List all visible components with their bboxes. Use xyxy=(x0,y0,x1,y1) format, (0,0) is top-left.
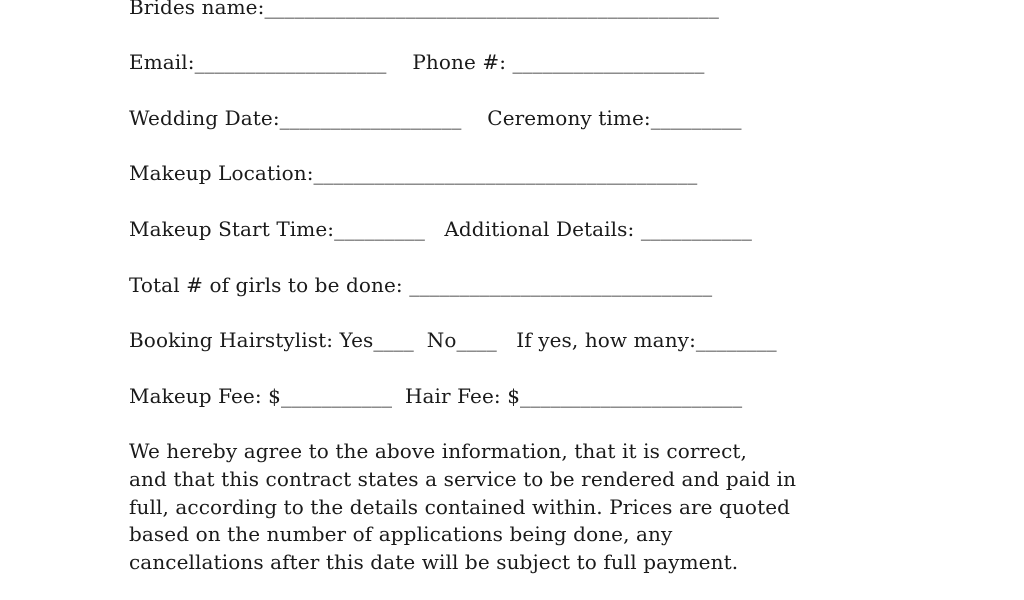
wedding-date-ceremony-time-fields[interactable]: Wedding Date:__________________ Ceremony time:_________ xyxy=(129,106,742,130)
agreement-line: cancellations after this date will be subject to full payment. xyxy=(129,550,739,575)
total-girls-field[interactable]: Total # of girls to be done: ______________________________ xyxy=(129,273,713,297)
booking-hairstylist-field[interactable]: Booking Hairstylist: Yes____ No____ If yes, how many:________ xyxy=(129,328,777,352)
agreement-line: full, according to the details contained within. Prices are quoted xyxy=(129,494,791,519)
makeup-start-additional-details-fields[interactable]: Makeup Start Time:_________ Additional Details: ___________ xyxy=(129,217,752,241)
agreement-line: based on the number of applications being done, any xyxy=(129,522,673,547)
agreement-paragraph xyxy=(129,438,869,577)
agreement-line: and that this contract states a service to be rendered and paid in xyxy=(129,466,797,491)
email-phone-fields[interactable]: Email:___________________ Phone #: ___________________ xyxy=(129,50,705,74)
fees-fields[interactable]: Makeup Fee: $___________ Hair Fee: $______________________ xyxy=(129,384,743,408)
makeup-location-field[interactable]: Makeup Location:______________________________________ xyxy=(129,161,698,185)
brides-name-field[interactable]: Brides name:_____________________________________________ xyxy=(129,0,719,19)
agreement-line: We hereby agree to the above information, that it is correct, xyxy=(129,439,747,463)
